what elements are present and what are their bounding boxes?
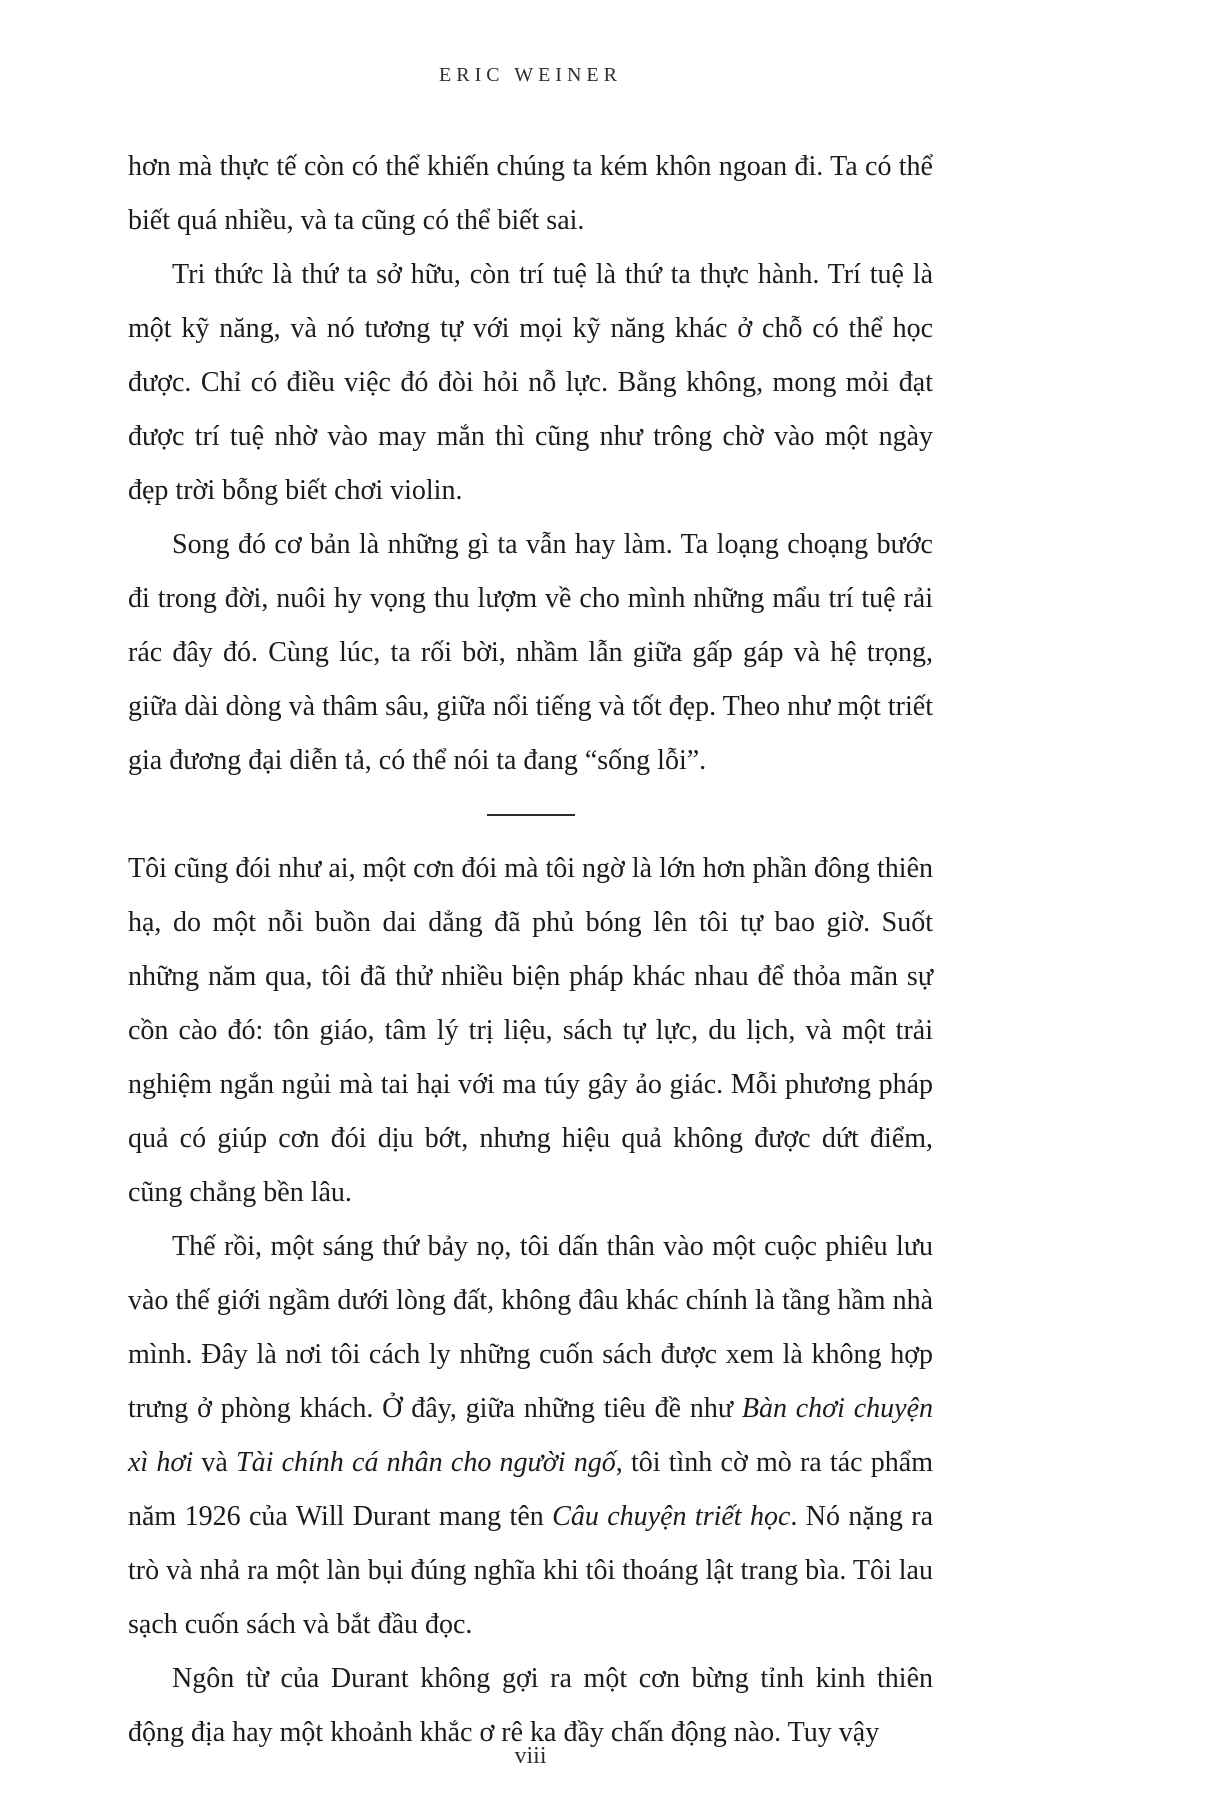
section-divider <box>487 814 575 816</box>
page-number: viii <box>514 1743 547 1769</box>
running-header-author: ERIC WEINER <box>439 64 622 86</box>
text-segment: và <box>193 1447 237 1478</box>
text-segment: hơn mà thực tế còn có thể khiến chúng ta kém khôn ngoan đi. Ta có thể biết quá nhiều, và ta cũng có thể biết sai. <box>128 151 933 236</box>
body-paragraph <box>128 518 933 788</box>
text-segment: , tôi tình cờ mò ra tác phẩm năm 1926 của Will Durant mang tên <box>128 1447 933 1532</box>
text-segment: Song đó cơ bản là những gì ta vẫn hay làm. Ta loạng choạng bước đi trong đời, nuôi hy vọng thu lượm về cho mình những mẩu trí tuệ rải rác đây đó. Cùng lúc, ta rối bời, nhầm lẫn giữa gấp gáp và hệ trọng, giữa dài dòng và thâm sâu, giữa nổi tiếng và tốt đẹp. Theo như một triết gia đương đại diễn tả, có thể nói ta đang “sống lỗi”. <box>128 529 933 776</box>
text-segment: . Nó nặng ra trò và nhả ra một làn bụi đúng nghĩa khi tôi thoáng lật trang bìa. Tôi lau sạch cuốn sách và bắt đầu đọc. <box>128 1501 933 1640</box>
body-paragraph <box>128 248 933 518</box>
body-paragraph <box>128 140 933 248</box>
text-segment: Thế rồi, một sáng thứ bảy nọ, tôi dấn thân vào một cuộc phiêu lưu vào thế giới ngầm dưới lòng đất, không đâu khác chính là tầng hầm nhà mình. Đây là nơi tôi cách ly những cuốn sách được xem là không hợp trưng ở phòng khách. Ở đây, giữa những tiêu đề như <box>128 1231 933 1424</box>
book-title-italic: Tài chính cá nhân cho người ngố <box>236 1447 616 1478</box>
text-segment: Ngôn từ của Durant không gợi ra một cơn bừng tỉnh kinh thiên động địa hay một khoảnh khắc ơ rê ka đầy chấn động nào. Tuy vậy <box>128 1663 933 1748</box>
text-segment: Tri thức là thứ ta sở hữu, còn trí tuệ là thứ ta thực hành. Trí tuệ là một kỹ năng, và nó tương tự với mọi kỹ năng khác ở chỗ có thể học được. Chỉ có điều việc đó đòi hỏi nỗ lực. Bằng không, mong mỏi đạt được trí tuệ nhờ vào may mắn thì cũng như trông chờ vào một ngày đẹp trời bỗng biết chơi violin. <box>128 259 933 506</box>
body-text <box>128 140 933 1760</box>
body-paragraph <box>128 842 933 1220</box>
book-title-italic: Bàn chơi chuyện xì hơi <box>128 1393 934 1478</box>
book-title-italic: Câu chuyện triết học <box>552 1501 791 1532</box>
text-segment: Tôi cũng đói như ai, một cơn đói mà tôi ngờ là lớn hơn phần đông thiên hạ, do một nỗi buồn dai dẳng đã phủ bóng lên tôi tự bao giờ. Suốt những năm qua, tôi đã thử nhiều biện pháp khác nhau để thỏa mãn sự cồn cào đó: tôn giáo, tâm lý trị liệu, sách tự lực, du lịch, và một trải nghiệm ngắn ngủi mà tai hại với ma túy gây ảo giác. Mỗi phương pháp quả có giúp cơn đói dịu bớt, nhưng hiệu quả không được dứt điểm, cũng chẳng bền lâu. <box>128 853 933 1208</box>
body-paragraph <box>128 1220 933 1652</box>
